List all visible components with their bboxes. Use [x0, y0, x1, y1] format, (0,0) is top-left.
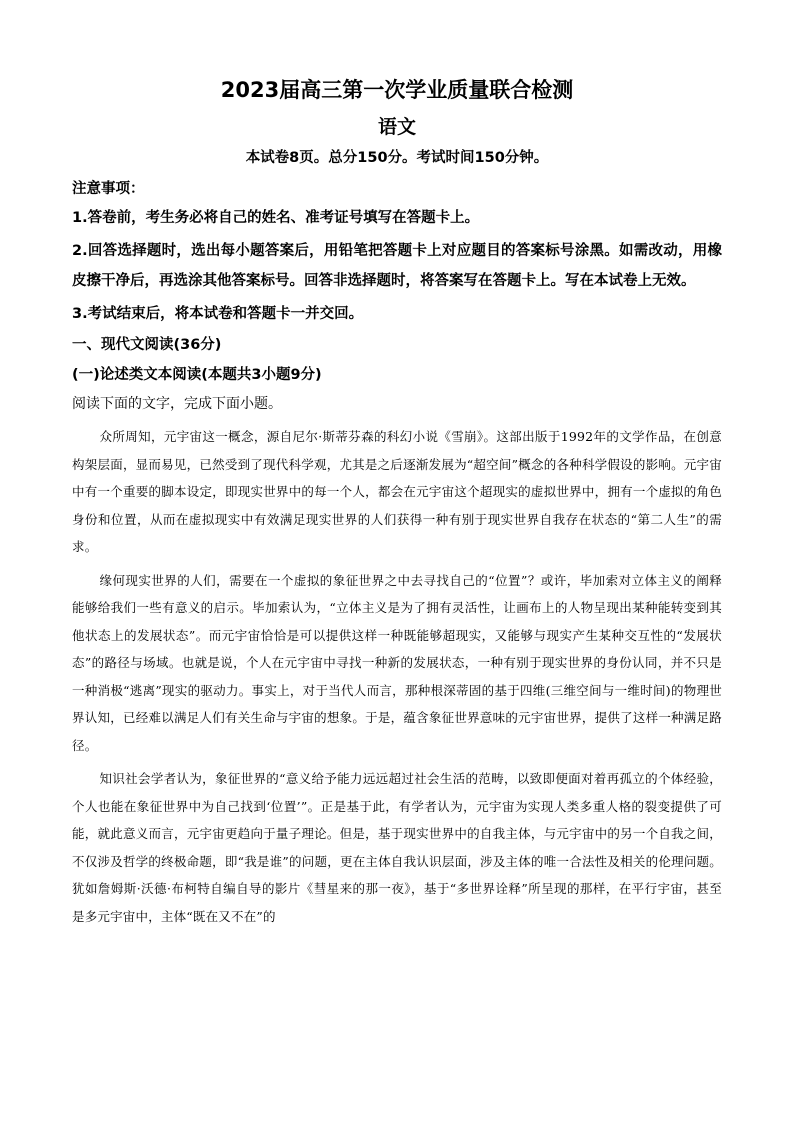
note-item-3: 3.考试结束后，将本试卷和答题卡一并交回。: [72, 306, 364, 322]
subsection-heading: (一)论述类文本阅读(本题共3小题9分): [72, 367, 322, 383]
exam-page: [72, 76, 722, 936]
note-item-2: 2.回答选择题时，选出每小题答案后，用铅笔把答题卡上对应题目的答案标号涂黑。如需改动，用橡皮擦干净后，再选涂其他答案标号。回答非选择题时，将答案写在答题卡上。写在本试卷上无效。: [72, 243, 722, 289]
notes-heading: 注意事项：: [72, 181, 145, 197]
section-heading: 一、现代文阅读(36分): [72, 337, 222, 353]
note-item-1: 1.答卷前，考生务必将自己的姓名、准考证号填写在答题卡上。: [72, 210, 480, 226]
reading-passage: [72, 423, 722, 930]
reading-instruction: 阅读下面的文字，完成下面小题。: [72, 396, 282, 412]
exam-title: 2023届高三第一次学业质量联合检测: [220, 78, 574, 102]
passage-paragraph-1: 众所周知，元宇宙这一概念，源自尼尔·斯蒂芬森的科幻小说《雪崩》。这部出版于1992年的文学作品，在创意构架层面，显而易见，已然受到了现代科学观，尤其是之后逐渐发展为“超空间”概念的各种科学假设的影响。元宇宙中有一个重要的脚本设定，即现实世界中的每一个人，都会在元宇宙这个超现实的虚拟世界中，拥有一个虚拟的角色身份和位置，从而在虚拟现实中有效满足现实世界的人们获得一种有别于现实世界自我存在状态的“第二人生”的需求。: [72, 429, 722, 554]
exam-meta: 本试卷8页。总分150分。考试时间150分钟。: [245, 150, 549, 166]
subject-title: 语文: [377, 116, 416, 138]
passage-paragraph-3: 知识社会学者认为，象征世界的“意义给予能力远远超过社会生活的范畴，以致即便面对着再孤立的个体经验，个人也能在象征世界中为自己找到‘位置’”。正是基于此，有学者认为，元宇宙为实现人类多重人格的裂变提供了可能，就此意义而言，元宇宙更趋向于量子理论。但是，基于现实世界中的自我主体，与元宇宙中的另一个自我之间，不仅涉及哲学的终极命题，即“我是谁”的问题，更在主体自我认识层面，涉及主体的唯一合法性及相关的伦理问题。犹如詹姆斯·沃德·布柯特自编自导的影片《彗星来的那一夜》，基于“多世界诠释”所呈现的那样，在平行宇宙，甚至是多元宇宙中，主体“既在又不在”的: [72, 771, 722, 924]
passage-paragraph-2: 缘何现实世界的人们，需要在一个虚拟的象征世界之中去寻找自己的“位置”？或许，毕加索对立体主义的阐释能够给我们一些有意义的启示。毕加索认为，“立体主义是为了拥有灵活性，让画布上的人物呈现出某种能转变到其他状态上的发展状态”。而元宇宙恰恰是可以提供这样一种既能够超现实，又能够与现实产生某种交互性的“发展状态”的路径与场域。也就是说，个人在元宇宙中寻找一种新的发展状态，一种有别于现实世界的身份认同，并不只是一种消极“逃离”现实的驱动力。事实上，对于当代人而言，那种根深蒂固的基于四维(三维空间与一维时间)的物理世界认知，已经难以满足人们有关生命与宇宙的想象。于是，蕴含象征世界意味的元宇宙世界，提供了这样一种满足路径。: [72, 572, 722, 753]
